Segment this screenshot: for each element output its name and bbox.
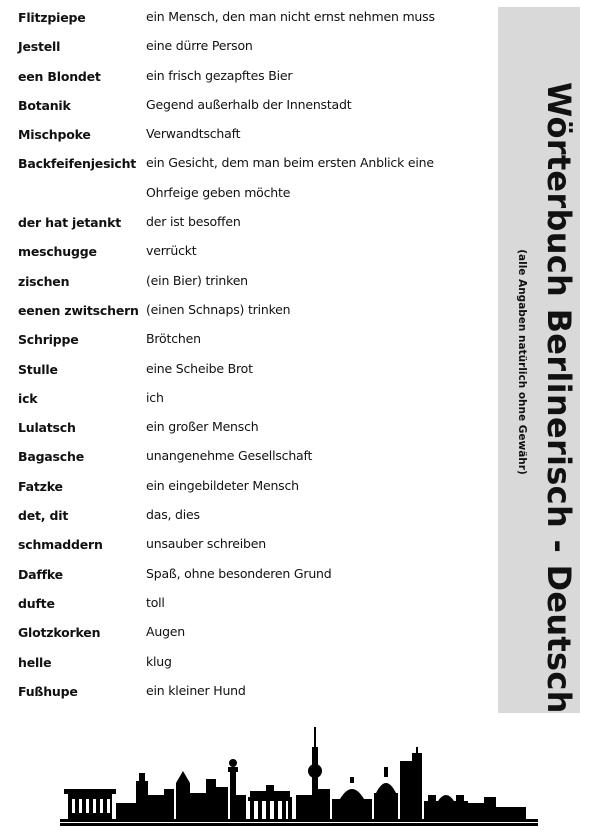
- entry-definition: unsauber schreiben: [146, 536, 266, 552]
- entry-term: Mischpoke: [18, 127, 91, 143]
- entry-definition: ein frisch gezapftes Bier: [146, 67, 293, 83]
- entry-definition: ein kleiner Hund: [146, 682, 246, 698]
- entry-definition: das, dies: [146, 507, 200, 523]
- entry-term: eenen zwitschern: [18, 302, 139, 318]
- page-title: Wörterbuch Berlinerisch - Deutsch: [540, 82, 578, 714]
- entry-definition: eine dürre Person: [146, 38, 253, 54]
- entry-definition: Spaß, ohne besonderen Grund: [146, 565, 332, 581]
- glossary-entry: [18, 680, 488, 709]
- entry-term: Backfeifenjesicht: [18, 156, 137, 172]
- entry-term: meschugge: [18, 244, 97, 260]
- entry-term: Bagasche: [18, 449, 84, 465]
- entry-term: Glotzkorken: [18, 625, 101, 641]
- entry-term: Botanik: [18, 97, 71, 113]
- entry-term: een Blondet: [18, 68, 101, 84]
- entry-term: der hat jetankt: [18, 215, 121, 231]
- entry-definition: toll: [146, 594, 165, 610]
- entry-term: Stulle: [18, 361, 58, 377]
- entry-definition: ein Gesicht, dem man beim ersten Anblick eine Ohrfeige geben möchte: [146, 155, 434, 200]
- entry-term: det, dit: [18, 508, 69, 524]
- glossary-entry: [18, 152, 488, 211]
- entry-definition: ich: [146, 389, 164, 405]
- entry-term: Daffke: [18, 566, 63, 582]
- page-disclaimer: (alle Angaben natürlich ohne Gewähr): [516, 249, 528, 475]
- berlin-skyline-icon: [60, 723, 538, 831]
- entry-definition: Brötchen: [146, 331, 201, 347]
- entry-definition: ein eingebildeter Mensch: [146, 477, 299, 493]
- entry-term: Jestell: [18, 39, 61, 55]
- entry-term: Schrippe: [18, 332, 79, 348]
- entry-definition: Gegend außerhalb der Innenstadt: [146, 96, 352, 112]
- entry-definition: eine Scheibe Brot: [146, 360, 253, 376]
- entry-definition: verrückt: [146, 243, 197, 259]
- entry-term: Fatzke: [18, 478, 63, 494]
- entry-term: zischen: [18, 273, 70, 289]
- entry-definition: (einen Schnaps) trinken: [146, 301, 291, 317]
- entry-definition: Augen: [146, 624, 186, 640]
- entry-definition: (ein Bier) trinken: [146, 272, 248, 288]
- entry-term: Flitzpiepe: [18, 10, 86, 25]
- sidebar-rotated-text: [498, 82, 580, 714]
- entry-term: Fußhupe: [18, 683, 78, 699]
- entry-definition: ein großer Mensch: [146, 419, 259, 435]
- entry-definition: unangenehme Gesellschaft: [146, 448, 313, 464]
- entry-definition: ein Mensch, den man nicht ernst nehmen muss: [146, 9, 435, 24]
- glossary: [18, 6, 488, 709]
- title-sidebar: [498, 7, 580, 713]
- entry-term: helle: [18, 654, 52, 670]
- entry-term: dufte: [18, 595, 55, 611]
- entry-term: schmaddern: [18, 537, 103, 553]
- entry-term: ick: [18, 390, 38, 406]
- entry-definition: der ist besoffen: [146, 214, 241, 230]
- entry-term: Lulatsch: [18, 420, 76, 436]
- entry-definition: Verwandtschaft: [146, 126, 241, 142]
- entry-definition: klug: [146, 653, 172, 669]
